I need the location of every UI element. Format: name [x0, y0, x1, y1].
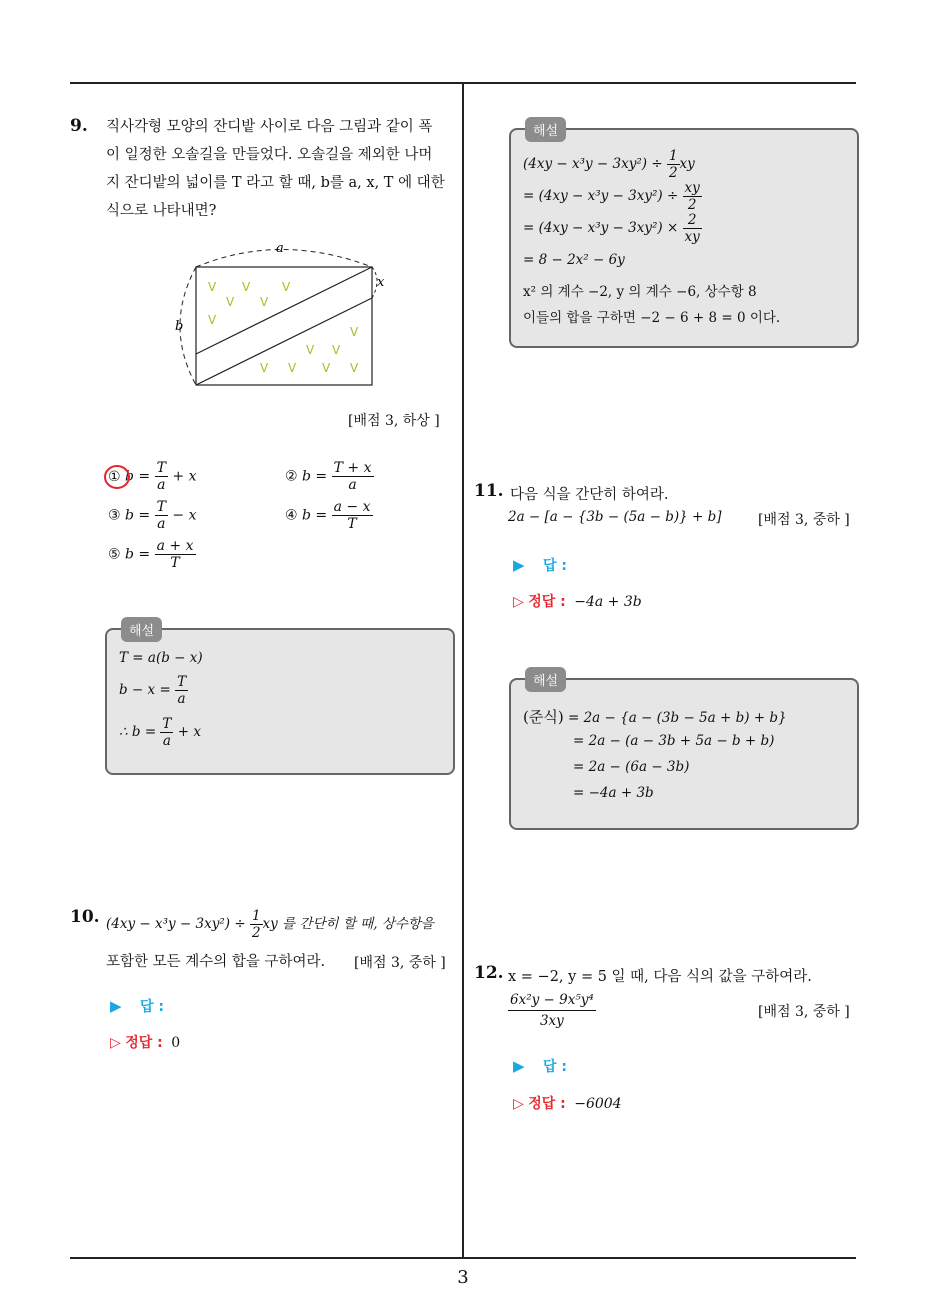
q11-number: 11. — [474, 481, 504, 501]
grass-mark: V — [226, 295, 235, 309]
q11-expression: 2a − [a − {3b − (5a − b)} + b] — [508, 509, 722, 525]
choice-4[interactable]: ④ b = $\frac{a - x}{T}$ — [285, 499, 371, 532]
q9-line3: 지 잔디밭의 넓이를 T 라고 할 때, b를 a, x, T 에 대한 — [106, 175, 445, 191]
correct-value: −6004 — [574, 1096, 622, 1112]
answer-arrow-icon: ▶ — [513, 1057, 525, 1075]
q9-line2: 이 일정한 오솔길을 만들었다. 오솔길을 제외한 나머 — [106, 147, 433, 163]
q11-answer-row — [513, 555, 567, 575]
q9-line1: 직사각형 모양의 잔디밭 사이로 다음 그림과 같이 폭 — [106, 119, 433, 135]
bottom-rule — [70, 1257, 856, 1259]
q10-line1: (4xy − x³y − 3xy²) ÷ $\frac{1}{2}$ xy 를 간단히 할 때, 상수항을 — [106, 908, 434, 941]
q10-correct-row — [110, 1032, 180, 1052]
answer-label: 답 : — [543, 1059, 567, 1075]
column-divider — [462, 84, 464, 1258]
grass-mark: V — [282, 280, 291, 294]
q10-number: 10. — [70, 907, 100, 927]
choice-5[interactable]: ⑤ b = $\frac{a + x}{T}$ — [108, 538, 194, 571]
q12-number: 12. — [474, 963, 504, 983]
choice-3[interactable]: ③ b = $\frac{T}{a}$ − x — [108, 499, 197, 532]
solution-tag: 해설 — [525, 117, 566, 142]
grass-mark: V — [260, 361, 269, 375]
grass-mark: V — [350, 325, 359, 339]
page-number: 3 — [457, 1267, 469, 1288]
grass-mark: V — [260, 295, 269, 309]
figure-label-b: b — [175, 319, 184, 334]
correct-label: 정답 : — [125, 1035, 163, 1051]
q12-answer-row — [513, 1056, 567, 1076]
correct-arrow-icon: ▷ — [513, 594, 524, 610]
grass-mark: V — [208, 313, 217, 327]
q12-score: [배점 3, 중하 ] — [758, 1004, 850, 1020]
choice-2[interactable]: ② b = $\frac{T + x}{a}$ — [285, 460, 372, 493]
solution-tag: 해설 — [121, 617, 162, 642]
lawn-figure — [170, 236, 400, 396]
grass-mark: V — [350, 361, 359, 375]
q11-solution-box: 해설 (준식) = 2a − {a − (3b − 5a + b) + b} = 2a − (a − 3b + 5a − b + b) = 2a − (6a − 3b) = −4a + 3b — [509, 678, 859, 830]
q9-line4: 식으로 나타내면? — [106, 203, 217, 219]
grass-mark: V — [208, 280, 217, 294]
choice-mark: ① — [108, 468, 121, 485]
q10-line2: 포함한 모든 계수의 합을 구하여라. — [106, 954, 326, 970]
q12-text: x = −2, y = 5 일 때, 다음 식의 값을 구하여라. — [508, 969, 812, 985]
q11-text: 다음 식을 간단히 하여라. — [510, 487, 669, 503]
q11-correct-row — [513, 591, 642, 611]
q11-score: [배점 3, 중하 ] — [758, 512, 850, 528]
correct-label: 정답 : — [528, 1096, 566, 1112]
answer-arrow-icon: ▶ — [110, 997, 122, 1015]
q10-solution-box: 해설 (4xy − x³y − 3xy²) ÷ $\frac{1}{2}$ xy = (4xy − x³y − 3xy²) ÷ $\frac{xy}{2}$ = (4xy − x³y − 3xy²) × $\frac{2}{xy}$ = 8 − 2x² − 6y x² 의 계수 −2, y 의 계수 −6, 상수항 8 이들의 합을 구하면 −2 − 6 + 8 = 0 이다. — [509, 128, 859, 348]
q10-answer-row — [110, 996, 164, 1016]
answer-label: 답 : — [543, 558, 567, 574]
selected-answer-circle-icon — [103, 463, 133, 491]
correct-value: 0 — [171, 1035, 181, 1051]
grass-mark: V — [242, 280, 251, 294]
q9-text — [106, 113, 456, 225]
correct-label: 정답 : — [528, 594, 566, 610]
q12-correct-row — [513, 1093, 622, 1113]
answer-arrow-icon: ▶ — [513, 556, 525, 574]
correct-arrow-icon: ▷ — [110, 1035, 121, 1051]
choice-1[interactable]: ① b = $\frac{T}{a}$ + x — [108, 460, 197, 493]
correct-arrow-icon: ▷ — [513, 1096, 524, 1112]
figure-label-a: a — [276, 241, 284, 256]
q9-number: 9. — [70, 116, 88, 136]
grass-mark: V — [288, 361, 297, 375]
grass-mark: V — [306, 343, 315, 357]
q12-fraction: $\frac{\text{6x²y − 9x⁵y⁴}}{3xy}$ — [510, 992, 594, 1029]
correct-value: −4a + 3b — [574, 594, 642, 610]
solution-tag: 해설 — [525, 667, 566, 692]
q9-score: [배점 3, 하상 ] — [348, 413, 440, 429]
answer-label: 답 : — [140, 999, 164, 1015]
grass-mark: V — [322, 361, 331, 375]
figure-label-x: x — [377, 275, 385, 290]
q10-score: [배점 3, 중하 ] — [354, 955, 446, 971]
grass-mark: V — [332, 343, 341, 357]
q9-solution-box: 해설 T = a(b − x) b − x = $\frac{T}{a}$ ∴ b = $\frac{T}{a}$ + x — [105, 628, 455, 775]
